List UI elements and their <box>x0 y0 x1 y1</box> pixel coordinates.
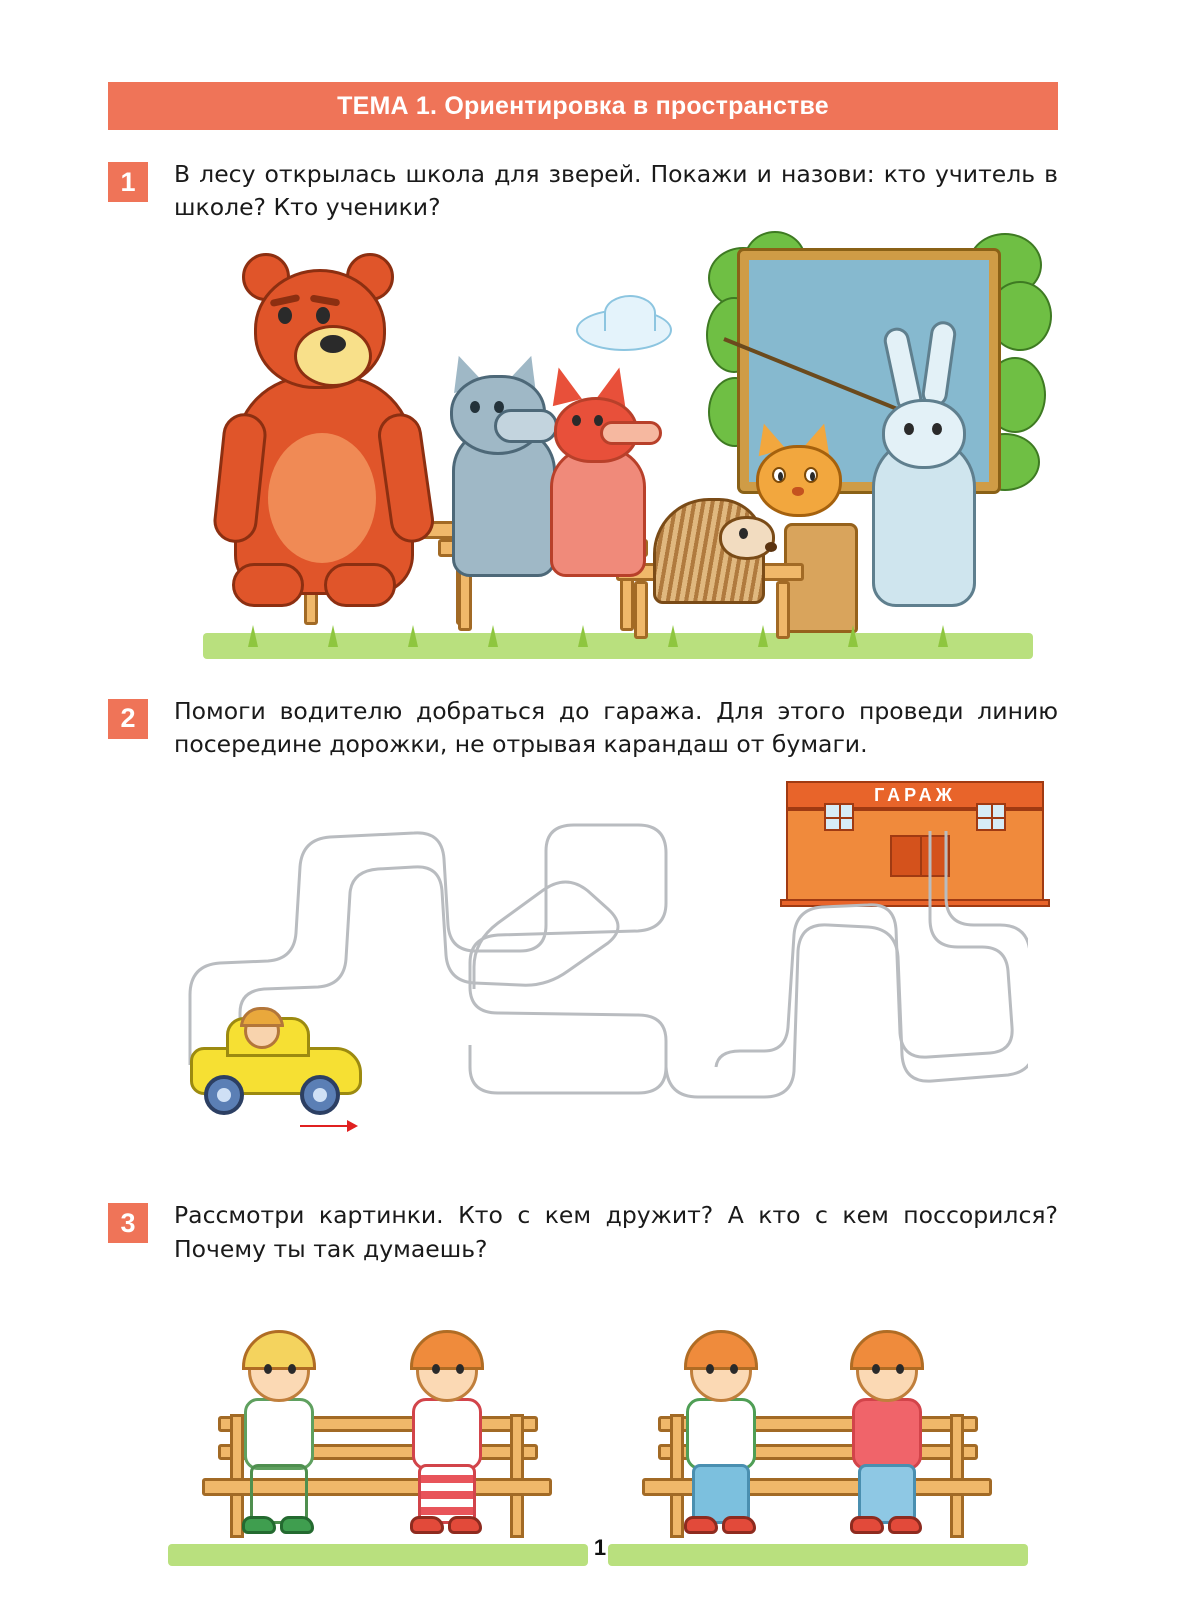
scene-quarrel <box>168 1282 588 1572</box>
bear-eye-left <box>278 307 292 324</box>
boy-red-shoe-right <box>888 1516 922 1534</box>
fox-pupil <box>538 377 668 577</box>
hare-eye-right <box>932 423 942 435</box>
hare-eye-left <box>904 423 914 435</box>
fox-eye-left <box>572 415 581 426</box>
boy-red-legs <box>858 1464 916 1524</box>
boy-green-shirt <box>664 1332 784 1542</box>
cat-pupil <box>748 429 858 549</box>
illustration-maze <box>108 771 1058 1171</box>
bear-eye-right <box>316 307 330 324</box>
cat-nose <box>792 487 804 496</box>
page-content <box>108 0 1058 1619</box>
boy-green-torso <box>686 1398 756 1470</box>
task-1-number: 1 <box>108 162 148 202</box>
bear-leg-right <box>324 563 396 607</box>
cat-head <box>756 445 842 517</box>
task-1-header <box>108 158 1058 225</box>
girl-redhead-hair <box>410 1330 484 1370</box>
illustration-forest-school <box>108 237 1058 667</box>
task-1 <box>108 158 1058 667</box>
bench-leg-right <box>950 1414 964 1538</box>
wolf-eye-right <box>494 401 504 413</box>
grass-icon <box>668 625 678 647</box>
fox-body <box>550 447 646 577</box>
grass-icon <box>938 625 948 647</box>
girl-redhead <box>390 1332 510 1542</box>
girl-redhead-legs <box>418 1464 476 1524</box>
grass-icon <box>578 625 588 647</box>
page-number: 1 <box>593 1535 607 1560</box>
grass-icon <box>488 625 498 647</box>
bear-belly <box>268 433 376 563</box>
task-3 <box>108 1199 1058 1582</box>
school-desk <box>776 581 790 639</box>
boy-green-hair <box>684 1330 758 1370</box>
boy-green-shoe-right <box>722 1516 756 1534</box>
girl-blonde-shoe-left <box>242 1516 276 1534</box>
wolf-eye-left <box>470 401 480 413</box>
girl-blonde-hair <box>242 1330 316 1370</box>
grass-icon <box>328 625 338 647</box>
cloud-icon <box>576 309 672 351</box>
car-with-driver <box>182 1007 372 1117</box>
boy-green-shoe-left <box>684 1516 718 1534</box>
boy-red-torso <box>852 1398 922 1470</box>
task-3-number: 3 <box>108 1203 148 1243</box>
school-desk <box>634 581 648 639</box>
girl-redhead-torso <box>412 1398 482 1470</box>
hedgehog-eye <box>739 528 748 539</box>
boy-red-shirt <box>830 1332 950 1542</box>
task-2-text: Помоги водителю добраться до гаража. Для этого проведи линию посередине дорожки, не отрывая карандаш от бумаги. <box>174 696 1058 759</box>
garage-sign-label: ГАРАЖ <box>874 784 956 805</box>
grass-icon <box>248 625 258 647</box>
start-arrow-icon <box>300 1125 356 1127</box>
hare-teacher <box>848 341 998 631</box>
bear-leg-left <box>232 563 304 607</box>
task-2-header <box>108 695 1058 762</box>
hare-head <box>882 399 966 469</box>
girl-blonde-torso <box>244 1398 314 1470</box>
grass-icon <box>408 625 418 647</box>
fox-snout <box>600 421 662 445</box>
boy-red-hair <box>850 1330 924 1370</box>
cat-eye-left <box>772 467 786 483</box>
bear-nose <box>320 335 346 353</box>
girl-blonde-shoe-right <box>280 1516 314 1534</box>
scene-friends <box>608 1282 1028 1572</box>
driver-hair <box>240 1007 284 1027</box>
fox-eye-right <box>594 415 603 426</box>
car-wheel-left <box>204 1075 244 1115</box>
grass-icon <box>848 625 858 647</box>
task-2-number: 2 <box>108 699 148 739</box>
boy-red-shoe-left <box>850 1516 884 1534</box>
car-wheel-right <box>300 1075 340 1115</box>
task-2 <box>108 695 1058 1172</box>
girl-blonde-legs <box>250 1464 308 1524</box>
cat-eye-right <box>804 467 818 483</box>
girl-redhead-shoe-left <box>410 1516 444 1534</box>
task-1-text: В лесу открылась школа для зверей. Покажи и назови: кто учитель в школе? Кто ученики? <box>174 160 1058 222</box>
topic-banner: ТЕМА 1. Ориентировка в пространстве <box>108 82 1058 130</box>
task-3-header <box>108 1199 1058 1266</box>
girl-blonde <box>222 1332 342 1542</box>
task-3-text: Рассмотри картинки. Кто с кем дружит? А кто с кем поссорился? Почему ты так думаешь? <box>174 1201 1058 1263</box>
bear-pupil <box>216 263 436 633</box>
boy-green-legs <box>692 1464 750 1524</box>
bench-leg-right <box>510 1414 524 1538</box>
grass-icon <box>758 625 768 647</box>
girl-redhead-shoe-right <box>448 1516 482 1534</box>
